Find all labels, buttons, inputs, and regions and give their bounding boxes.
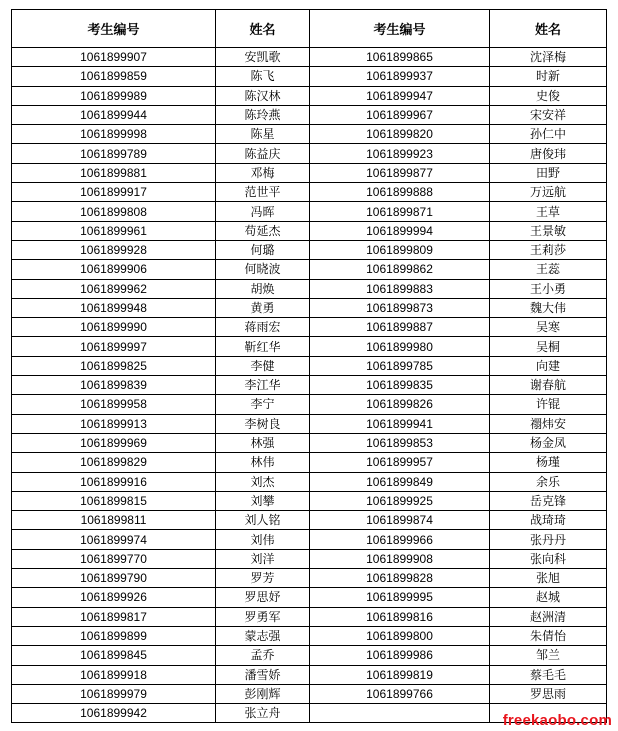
candidate-id-left-cell: 1061899899 [12,626,216,645]
name-right-cell: 魏大伟 [490,298,607,317]
table-row [12,298,607,317]
name-right-cell: 余乐 [490,472,607,491]
candidate-id-right-cell: 1061899925 [310,491,490,510]
name-right-cell: 吴桐 [490,337,607,356]
name-right-cell: 朱倩怡 [490,626,607,645]
name-left-cell: 陈玲燕 [216,105,310,124]
table-row [12,646,607,665]
candidate-id-left-cell: 1061899815 [12,491,216,510]
table-row [12,163,607,182]
table-row [12,472,607,491]
name-left-cell: 邓梅 [216,163,310,182]
candidate-id-right-cell: 1061899828 [310,569,490,588]
name-right-cell: 王蕊 [490,260,607,279]
candidate-id-right-cell: 1061899877 [310,163,490,182]
candidate-id-left-cell: 1061899790 [12,569,216,588]
candidate-id-right-cell: 1061899941 [310,414,490,433]
table-row [12,279,607,298]
candidate-id-left-cell: 1061899817 [12,607,216,626]
table-row [12,376,607,395]
name-left-cell: 蒋雨宏 [216,318,310,337]
name-left-cell: 蒙志强 [216,626,310,645]
candidate-id-left-cell: 1061899859 [12,67,216,86]
name-left-cell: 潘雪娇 [216,665,310,684]
admission-roster-table [11,9,607,723]
table-row [12,530,607,549]
name-left-cell: 何璐 [216,240,310,259]
name-left-cell: 靳红华 [216,337,310,356]
candidate-id-right-cell: 1061899995 [310,588,490,607]
name-left-cell: 陈益庆 [216,144,310,163]
candidate-id-left-cell: 1061899926 [12,588,216,607]
header-row [12,10,607,48]
candidate-id-right-cell: 1061899994 [310,221,490,240]
table-header [12,10,607,48]
name-left-cell: 陈汉林 [216,86,310,105]
candidate-id-left-cell: 1061899913 [12,414,216,433]
candidate-id-left-cell: 1061899942 [12,704,216,723]
candidate-id-right-cell: 1061899785 [310,356,490,375]
table-row [12,588,607,607]
candidate-id-right-cell: 1061899826 [310,395,490,414]
name-right-cell: 岳克锋 [490,491,607,510]
name-right-cell: 吴寒 [490,318,607,337]
table-row [12,414,607,433]
name-left-cell: 孟乔 [216,646,310,665]
table-row [12,48,607,67]
candidate-id-right-cell: 1061899766 [310,684,490,703]
candidate-id-left-cell: 1061899974 [12,530,216,549]
name-right-cell: 张丹丹 [490,530,607,549]
table-row [12,260,607,279]
name-left-cell: 刘杰 [216,472,310,491]
candidate-id-right-cell: 1061899923 [310,144,490,163]
table-row [12,607,607,626]
name-left-cell: 罗思妤 [216,588,310,607]
candidate-id-left-cell: 1061899990 [12,318,216,337]
candidate-id-right-cell: 1061899887 [310,318,490,337]
candidate-id-left-cell: 1061899969 [12,433,216,452]
candidate-id-left-cell: 1061899808 [12,202,216,221]
header-name-left: 姓名 [216,10,310,48]
name-right-cell: 时新 [490,67,607,86]
name-left-cell: 罗勇军 [216,607,310,626]
candidate-id-left-cell: 1061899881 [12,163,216,182]
name-right-cell: 孙仁中 [490,125,607,144]
table-row [12,125,607,144]
name-right-cell: 赵城 [490,588,607,607]
name-left-cell: 张立舟 [216,704,310,723]
table-row [12,684,607,703]
name-left-cell: 刘伟 [216,530,310,549]
name-left-cell: 何晓波 [216,260,310,279]
name-left-cell: 刘攀 [216,491,310,510]
candidate-id-right-cell: 1061899908 [310,549,490,568]
site-watermark: freekaobo.com [502,712,612,729]
candidate-id-right-cell: 1061899865 [310,48,490,67]
name-left-cell: 李江华 [216,376,310,395]
name-right-cell: 史俊 [490,86,607,105]
candidate-id-left-cell: 1061899906 [12,260,216,279]
table-row [12,356,607,375]
table-row [12,395,607,414]
name-right-cell: 罗思雨 [490,684,607,703]
name-left-cell: 李宁 [216,395,310,414]
table-row [12,318,607,337]
name-left-cell: 苟延杰 [216,221,310,240]
name-left-cell: 彭刚辉 [216,684,310,703]
candidate-id-right-cell: 1061899853 [310,433,490,452]
candidate-id-left-cell: 1061899962 [12,279,216,298]
name-left-cell: 林伟 [216,453,310,472]
name-right-cell: 谢春航 [490,376,607,395]
candidate-id-right-cell: 1061899849 [310,472,490,491]
name-right-cell: 王景敏 [490,221,607,240]
candidate-id-left-cell: 1061899789 [12,144,216,163]
candidate-id-right-cell: 1061899816 [310,607,490,626]
table-row [12,569,607,588]
name-left-cell: 安凯歌 [216,48,310,67]
candidate-id-right-cell: 1061899967 [310,105,490,124]
name-left-cell: 陈星 [216,125,310,144]
table-row [12,337,607,356]
candidate-id-right-cell: 1061899947 [310,86,490,105]
candidate-id-right-cell: 1061899862 [310,260,490,279]
name-left-cell: 冯晖 [216,202,310,221]
table-row [12,67,607,86]
candidate-id-right-cell: 1061899937 [310,67,490,86]
name-right-cell: 邹兰 [490,646,607,665]
header-candidate-id-left: 考生编号 [12,10,216,48]
table-body [12,48,607,723]
candidate-id-left-cell: 1061899998 [12,125,216,144]
candidate-id-left-cell: 1061899770 [12,549,216,568]
name-right-cell: 战琦琦 [490,511,607,530]
name-right-cell: 蔡毛毛 [490,665,607,684]
name-right-cell: 向建 [490,356,607,375]
name-right-cell: 杨金凤 [490,433,607,452]
name-right-cell: 唐俊玮 [490,144,607,163]
table-row [12,202,607,221]
name-right-cell: 禤炜安 [490,414,607,433]
name-left-cell: 李树良 [216,414,310,433]
candidate-id-left-cell: 1061899811 [12,511,216,530]
name-left-cell: 胡焕 [216,279,310,298]
table-row [12,86,607,105]
candidate-id-right-cell: 1061899873 [310,298,490,317]
name-right-cell: 赵洲清 [490,607,607,626]
candidate-id-right-cell: 1061899835 [310,376,490,395]
table-row [12,144,607,163]
candidate-id-left-cell: 1061899918 [12,665,216,684]
candidate-id-right-cell: 1061899966 [310,530,490,549]
candidate-id-right-cell: 1061899980 [310,337,490,356]
header-name-right: 姓名 [490,10,607,48]
candidate-id-left-cell: 1061899944 [12,105,216,124]
header-candidate-id-right: 考生编号 [310,10,490,48]
candidate-id-right-cell [310,704,490,723]
name-right-cell: 万远航 [490,183,607,202]
candidate-id-left-cell: 1061899917 [12,183,216,202]
name-right-cell: 王草 [490,202,607,221]
name-right-cell: 田野 [490,163,607,182]
table-row [12,626,607,645]
candidate-id-left-cell: 1061899989 [12,86,216,105]
candidate-id-left-cell: 1061899997 [12,337,216,356]
name-left-cell: 黄勇 [216,298,310,317]
name-left-cell: 林强 [216,433,310,452]
table-row [12,453,607,472]
name-right-cell: 沈泽梅 [490,48,607,67]
name-left-cell: 刘人铭 [216,511,310,530]
name-left-cell: 范世平 [216,183,310,202]
candidate-id-right-cell: 1061899986 [310,646,490,665]
table-row [12,549,607,568]
candidate-id-right-cell: 1061899871 [310,202,490,221]
table-row [12,491,607,510]
name-right-cell: 宋安祥 [490,105,607,124]
candidate-id-right-cell: 1061899820 [310,125,490,144]
candidate-id-left-cell: 1061899979 [12,684,216,703]
candidate-id-left-cell: 1061899928 [12,240,216,259]
candidate-id-right-cell: 1061899800 [310,626,490,645]
candidate-id-left-cell: 1061899916 [12,472,216,491]
candidate-id-right-cell: 1061899957 [310,453,490,472]
candidate-id-left-cell: 1061899825 [12,356,216,375]
candidate-id-left-cell: 1061899907 [12,48,216,67]
candidate-id-right-cell: 1061899809 [310,240,490,259]
candidate-id-left-cell: 1061899958 [12,395,216,414]
name-right-cell: 许锟 [490,395,607,414]
name-left-cell: 刘洋 [216,549,310,568]
name-right-cell: 张旭 [490,569,607,588]
table-row [12,665,607,684]
candidate-id-left-cell: 1061899829 [12,453,216,472]
name-left-cell: 李健 [216,356,310,375]
table-row [12,511,607,530]
table-row [12,433,607,452]
name-right-cell: 王小勇 [490,279,607,298]
table-row [12,183,607,202]
candidate-id-right-cell: 1061899874 [310,511,490,530]
name-right-cell: 张向科 [490,549,607,568]
candidate-id-left-cell: 1061899839 [12,376,216,395]
table-row [12,221,607,240]
candidate-id-left-cell: 1061899845 [12,646,216,665]
name-left-cell: 罗芳 [216,569,310,588]
candidate-id-left-cell: 1061899961 [12,221,216,240]
candidate-id-right-cell: 1061899883 [310,279,490,298]
candidate-id-right-cell: 1061899888 [310,183,490,202]
candidate-id-right-cell: 1061899819 [310,665,490,684]
table-row [12,240,607,259]
name-left-cell: 陈飞 [216,67,310,86]
name-right-cell: 杨瑾 [490,453,607,472]
table-row [12,105,607,124]
candidate-id-left-cell: 1061899948 [12,298,216,317]
name-right-cell: 王莉莎 [490,240,607,259]
